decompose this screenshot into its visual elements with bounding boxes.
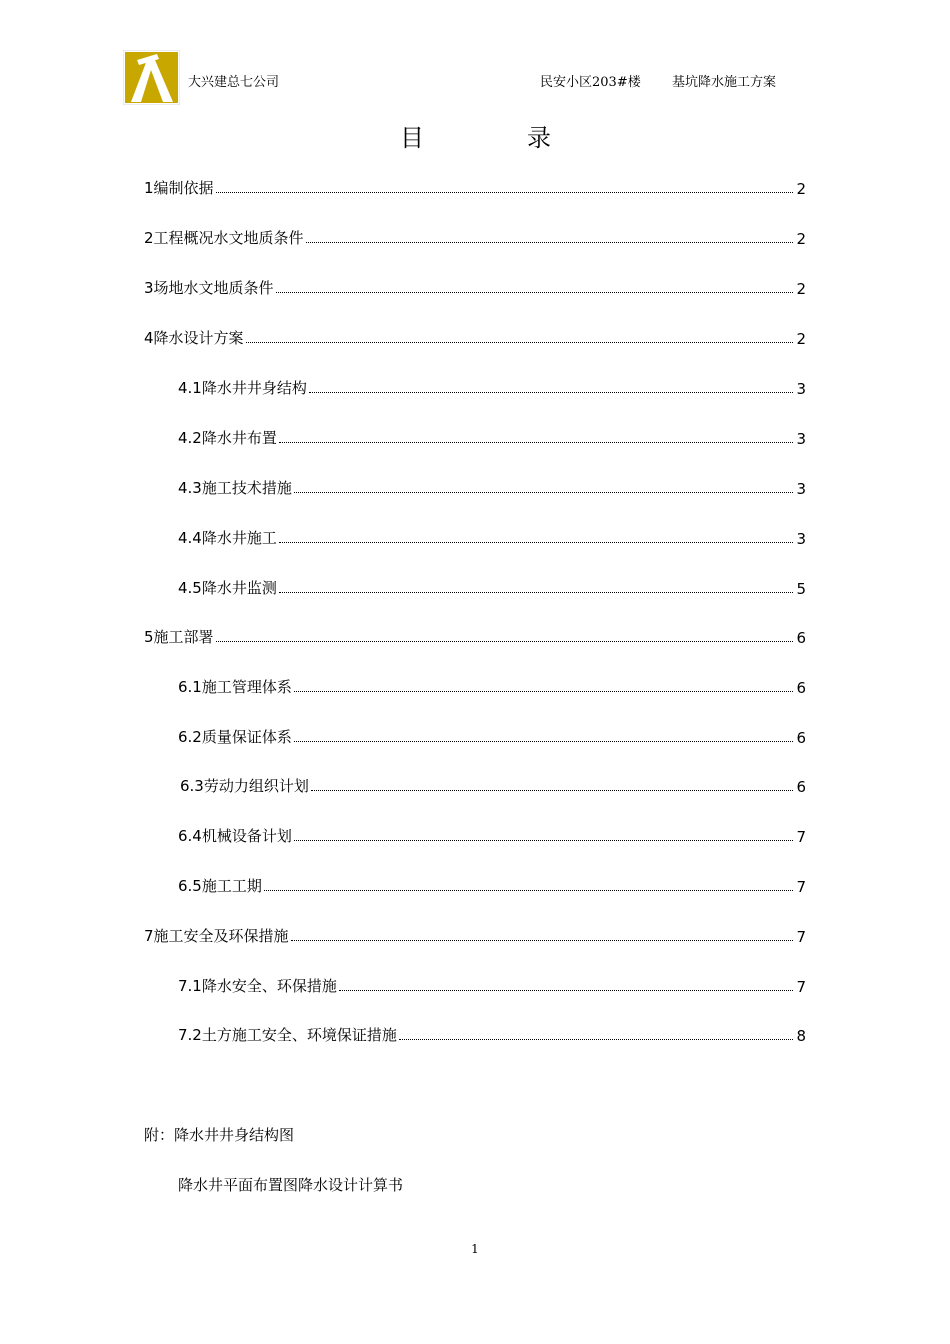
- toc-label: 4.2降水井布置: [178, 429, 277, 447]
- title-char-2: 录: [527, 124, 551, 152]
- toc-entry[interactable]: [144, 278, 806, 298]
- toc-page: 2: [796, 180, 806, 198]
- toc-entry[interactable]: [144, 627, 806, 647]
- toc-entry[interactable]: [178, 378, 806, 398]
- title-char-1: 目: [400, 124, 424, 152]
- leader-dots: [306, 241, 794, 243]
- project-name: 民安小区203#楼: [540, 75, 641, 90]
- toc-label: 7.2土方施工安全、环境保证措施: [178, 1026, 397, 1044]
- toc-label: 4.4降水井施工: [178, 529, 277, 547]
- toc-page: 6: [796, 778, 806, 796]
- toc-page: 2: [796, 280, 806, 298]
- toc-page: 3: [796, 480, 806, 498]
- toc-page: 7: [796, 978, 806, 996]
- leader-dots: [291, 939, 794, 941]
- appendix-line-1: 附：降水井井身结构图: [144, 1126, 295, 1144]
- page-header: [0, 0, 950, 110]
- leader-dots: [276, 291, 794, 293]
- toc-entry[interactable]: [144, 178, 806, 198]
- toc-entry[interactable]: [178, 727, 806, 747]
- company-logo: [123, 50, 180, 105]
- leader-dots: [399, 1038, 794, 1040]
- toc-entry[interactable]: [178, 528, 806, 548]
- document-title: 基坑降水施工方案: [672, 75, 777, 90]
- toc-page: 3: [796, 380, 806, 398]
- leader-dots: [216, 191, 794, 193]
- leader-dots: [216, 640, 794, 642]
- leader-dots: [246, 341, 794, 343]
- leader-dots: [311, 789, 794, 791]
- toc-page: 7: [796, 928, 806, 946]
- toc-page: 2: [796, 330, 806, 348]
- toc-page: 3: [796, 430, 806, 448]
- leader-dots: [294, 839, 794, 841]
- toc-label: 6.4机械设备计划: [178, 827, 292, 845]
- toc-label: 5施工部署: [144, 628, 214, 646]
- toc-entry[interactable]: [144, 228, 806, 248]
- toc-page: 6: [796, 629, 806, 647]
- toc-entry[interactable]: [178, 1025, 806, 1045]
- toc-entry[interactable]: [178, 826, 806, 846]
- toc-entry[interactable]: [178, 677, 806, 697]
- toc-label: 2工程概况水文地质条件: [144, 229, 304, 247]
- toc-page: 5: [796, 580, 806, 598]
- toc-page: 3: [796, 530, 806, 548]
- company-name: 大兴建总七公司: [188, 75, 280, 90]
- toc-page: 7: [796, 828, 806, 846]
- leader-dots: [309, 391, 794, 393]
- toc-label: 6.2质量保证体系: [178, 728, 292, 746]
- toc-entry[interactable]: [178, 876, 806, 896]
- toc-label: 4降水设计方案: [144, 329, 244, 347]
- toc-entry[interactable]: [178, 976, 806, 996]
- leader-dots: [339, 989, 794, 991]
- page-number: 1: [471, 1242, 479, 1256]
- toc-label: 7施工安全及环保措施: [144, 927, 289, 945]
- toc-label: 6.5施工工期: [178, 877, 262, 895]
- toc-entry[interactable]: [144, 328, 806, 348]
- toc-page: 2: [796, 230, 806, 248]
- toc-page: 7: [796, 878, 806, 896]
- leader-dots: [279, 441, 794, 443]
- toc-entry[interactable]: [144, 926, 806, 946]
- toc-label: 7.1降水安全、环保措施: [178, 977, 337, 995]
- toc-label: 1编制依据: [144, 179, 214, 197]
- toc-entry[interactable]: [178, 478, 806, 498]
- toc-page: 8: [796, 1027, 806, 1045]
- leader-dots: [279, 591, 794, 593]
- appendix-line-2: 降水井平面布置图降水设计计算书: [178, 1176, 404, 1194]
- toc-page: 6: [796, 729, 806, 747]
- leader-dots: [294, 491, 794, 493]
- toc-entry[interactable]: [178, 578, 806, 598]
- toc-page: 6: [796, 679, 806, 697]
- toc-label: 6.1施工管理体系: [178, 678, 292, 696]
- leader-dots: [294, 740, 794, 742]
- leader-dots: [264, 889, 794, 891]
- leader-dots: [294, 690, 794, 692]
- toc-label: 4.1降水井井身结构: [178, 379, 307, 397]
- toc-label: 4.5降水井监测: [178, 579, 277, 597]
- toc-entry[interactable]: [180, 776, 806, 796]
- toc-entry[interactable]: [178, 428, 806, 448]
- toc-label: 6.3劳动力组织计划: [180, 777, 309, 795]
- toc-label: 4.3施工技术措施: [178, 479, 292, 497]
- toc-label: 3场地水文地质条件: [144, 279, 274, 297]
- leader-dots: [279, 541, 794, 543]
